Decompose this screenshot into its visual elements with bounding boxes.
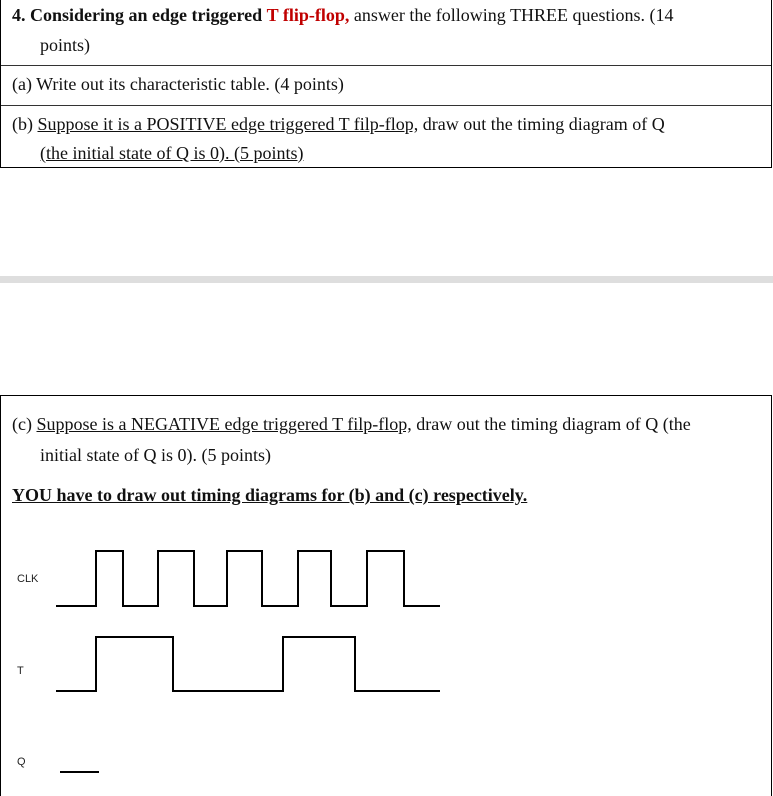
part-c-rest: draw out the timing diagram of Q (the	[411, 414, 691, 434]
question-lead-bold: Considering an edge triggered	[30, 5, 263, 25]
timing-instruction: YOU have to draw out timing diagrams for (b) and (c) respectively.	[12, 485, 528, 505]
part-c-underlined: Suppose is a NEGATIVE edge triggered T filp-flop,	[36, 414, 412, 434]
question-lead-continuation: points)	[40, 35, 91, 55]
t-label: T	[17, 665, 24, 677]
clk-label: CLK	[17, 573, 39, 585]
question-lead-rest: answer the following THREE questions. (14	[353, 5, 674, 25]
part-b-continuation: (the initial state of Q is 0). (5 points)	[40, 143, 304, 163]
clk-waveform	[56, 551, 440, 606]
question-number: 4.	[12, 5, 26, 25]
part-c-continuation: initial state of Q is 0). (5 points)	[40, 445, 271, 465]
part-b-prefix: (b)	[12, 114, 38, 134]
part-b-underlined: Suppose it is a POSITIVE edge triggered T filp-flop,	[37, 114, 419, 134]
t-waveform	[56, 637, 440, 691]
part-a-text: (a) Write out its characteristic table. (4 points)	[12, 74, 344, 94]
question-lead-red: T flip-flop,	[266, 5, 350, 25]
q-label: Q	[17, 756, 26, 768]
part-c-prefix: (c)	[12, 414, 37, 434]
part-b-rest: draw out the timing diagram of Q	[418, 114, 665, 134]
